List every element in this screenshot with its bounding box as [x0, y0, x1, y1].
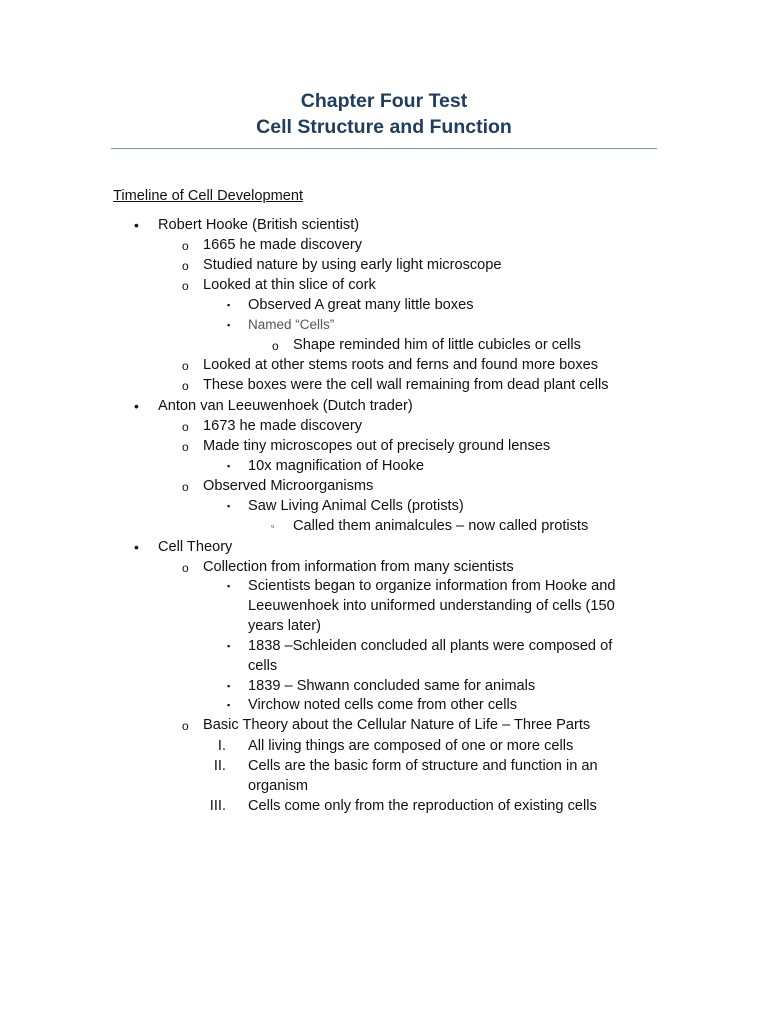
circle-marker: o — [182, 359, 189, 373]
circle-marker: o — [182, 561, 189, 575]
list-item: 1665 he made discovery — [203, 237, 363, 253]
roman-numeral: III. — [209, 798, 226, 814]
section-heading: Timeline of Cell Development — [113, 188, 304, 204]
list-item: Basic Theory about the Cellular Nature of Life – Three Parts — [203, 717, 591, 733]
page-subtitle: Cell Structure and Function — [256, 116, 512, 138]
list-item: Cells come only from the reproduction of existing cells — [248, 798, 597, 814]
list-item-continuation: Leeuwenhoek into uniformed understanding of cells (150 — [248, 598, 615, 614]
list-item: 1839 – Shwann concluded same for animals — [248, 678, 536, 694]
list-item: These boxes were the cell wall remaining from dead plant cells — [203, 377, 609, 393]
roman-numeral: I. — [217, 738, 226, 754]
roman-numeral: II. — [213, 758, 226, 774]
list-item-continuation: cells — [248, 658, 278, 674]
square-marker: ▪ — [227, 681, 231, 691]
circle-marker: o — [182, 420, 189, 434]
list-item: Observed Microorganisms — [203, 478, 374, 494]
square-marker: ▪ — [227, 300, 231, 310]
square-marker: ▪ — [227, 501, 231, 511]
bullet-marker: • — [134, 217, 139, 233]
list-item: Made tiny microscopes out of precisely ground lenses — [203, 438, 551, 454]
circle-marker: o — [182, 239, 189, 253]
list-item-leeuwenhoek: Anton van Leeuwenhoek (Dutch trader) — [158, 398, 413, 414]
circle-marker: o — [182, 719, 189, 733]
square-marker: ▪ — [227, 461, 231, 471]
list-item-continuation: organism — [248, 778, 309, 794]
list-item: Collection from information from many scientists — [203, 559, 514, 575]
square-marker: ▪ — [227, 641, 231, 651]
list-item-continuation: years later) — [248, 618, 321, 634]
circle-marker: o — [272, 339, 279, 353]
circle-marker: o — [182, 379, 189, 393]
circle-marker: o — [182, 259, 189, 273]
square-marker: ▪ — [227, 700, 231, 710]
square-marker: ▪ — [227, 581, 231, 591]
circle-marker: o — [182, 480, 189, 494]
list-item: Scientists began to organize information from Hooke and — [248, 578, 616, 594]
page-title: Chapter Four Test — [300, 90, 468, 112]
list-item: Saw Living Animal Cells (protists) — [248, 498, 464, 514]
square-marker: ▪ — [227, 320, 231, 330]
list-item: Called them animalcules – now called protists — [293, 518, 589, 534]
bullet-marker: • — [134, 539, 139, 555]
list-item-cell-theory: Cell Theory — [158, 539, 233, 555]
hollow-square-marker: ▫ — [271, 521, 275, 531]
list-item: 1673 he made discovery — [203, 418, 363, 434]
list-item: All living things are composed of one or more cells — [248, 738, 574, 754]
list-item: Looked at other stems roots and ferns and found more boxes — [203, 357, 599, 373]
circle-marker: o — [182, 440, 189, 454]
list-item: Named “Cells” — [248, 317, 335, 332]
list-item: Cells are the basic form of structure and function in an — [248, 758, 598, 774]
list-item: 1838 –Schleiden concluded all plants were composed of — [248, 638, 613, 654]
list-item: 10x magnification of Hooke — [248, 458, 425, 474]
list-item-hooke: Robert Hooke (British scientist) — [158, 217, 360, 233]
bullet-marker: • — [134, 398, 139, 414]
circle-marker: o — [182, 279, 189, 293]
title-divider — [111, 148, 657, 149]
list-item: Observed A great many little boxes — [248, 297, 474, 313]
list-item: Virchow noted cells come from other cells — [248, 697, 518, 713]
list-item: Studied nature by using early light microscope — [203, 257, 502, 273]
list-item: Shape reminded him of little cubicles or cells — [293, 337, 581, 353]
list-item: Looked at thin slice of cork — [203, 277, 376, 293]
